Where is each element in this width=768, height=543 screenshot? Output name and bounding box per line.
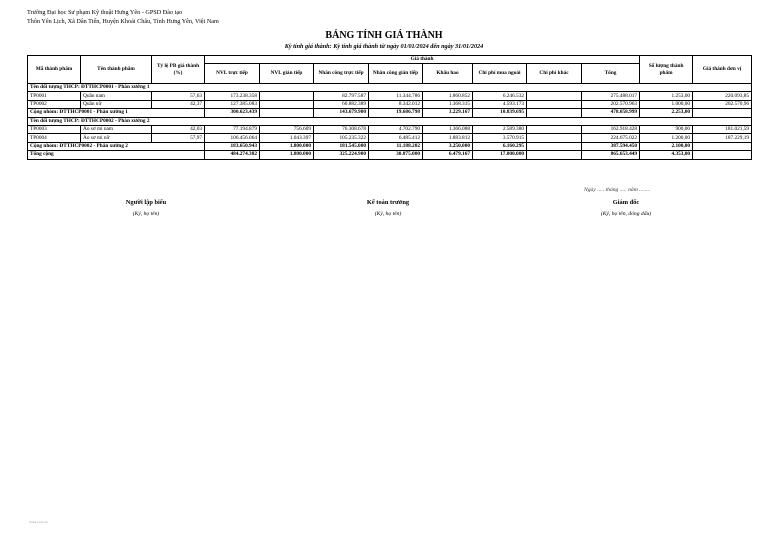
col-unit-cost: Giá thành đơn vị (693, 56, 752, 84)
cell-outsourced: 6.160.295 (473, 142, 527, 150)
cell-total: 162.918.428 (582, 125, 640, 133)
cell-indirect-labor: 19.686.798 (369, 109, 423, 117)
cell-ratio: 57,63 (152, 92, 205, 100)
subtotal-row (28, 142, 752, 150)
cell-indirect-labor: 6.485.412 (369, 134, 423, 142)
director-signature (526, 199, 726, 217)
col-ratio: Tỷ lệ PB giá thành (%) (152, 56, 205, 84)
cell-direct-material: 173.238.358 (205, 92, 260, 100)
cell-name: Quần nữ (81, 100, 152, 108)
cell-ratio: 57,97 (152, 134, 205, 142)
cell-indirect-labor: 4.702.790 (369, 125, 423, 133)
cell-other (527, 151, 582, 159)
cell-total: 865.653.449 (582, 151, 640, 159)
cell-other (527, 125, 582, 133)
cell-quantity: 900,00 (640, 125, 693, 133)
cell-direct-material: 484.274.382 (205, 151, 260, 159)
col-direct-labor: Nhân công trực tiếp (314, 64, 369, 84)
col-cost-group: Giá thành (205, 56, 640, 64)
cell-outsourced: 17.000.000 (473, 151, 527, 159)
grand-total-label: Tổng cộng (28, 151, 205, 159)
cell-direct-labor: 60.882.389 (314, 100, 369, 108)
cell-direct-material: 183.650.943 (205, 142, 260, 150)
preparer-role: Người lập biểu (125, 199, 167, 206)
cell-ratio: 42,03 (152, 125, 205, 133)
accountant-signature (288, 199, 488, 217)
cell-name: Áo sơ mi nam (81, 125, 152, 133)
table-row (28, 100, 752, 108)
cell-code: TP0003 (28, 125, 81, 133)
cell-total: 275.488.017 (582, 92, 640, 100)
col-indirect-material: NVL gián tiếp (260, 64, 314, 84)
cell-indirect-material (260, 100, 314, 108)
cell-outsourced: 3.570.915 (473, 134, 527, 142)
cell-quantity: 1.253,00 (640, 92, 693, 100)
table-row (28, 134, 752, 142)
cell-unit-cost (693, 142, 752, 150)
col-quantity: Số lượng thành phẩm (640, 56, 693, 84)
group-row (28, 117, 752, 125)
cell-quantity: 2.100,00 (640, 142, 693, 150)
cell-ratio: 42,37 (152, 100, 205, 108)
cell-unit-cost: 181.021,59 (693, 125, 752, 133)
cell-outsourced: 10.839.695 (473, 109, 527, 117)
cell-name: Áo sơ mi nữ (81, 134, 152, 142)
cell-indirect-material (260, 92, 314, 100)
group-label: Tên đối tượng THCP: ĐTTHCP0001 - Phân xưởng 1 (28, 84, 752, 92)
cell-total: 387.594.450 (582, 142, 640, 150)
cell-direct-labor: 181.545.000 (314, 142, 369, 150)
cell-depreciation: 1.883.812 (423, 134, 473, 142)
cell-quantity: 1.200,00 (640, 134, 693, 142)
cell-direct-material: 300.623.439 (205, 109, 260, 117)
cell-depreciation: 3.250.000 (423, 142, 473, 150)
cell-name: Quần nam (81, 92, 152, 100)
grand-total-row (28, 151, 752, 159)
subtotal-label: Cộng nhóm: ĐTTHCP0002 - Phân xưởng 2 (28, 142, 205, 150)
cell-direct-material: 127.385.083 (205, 100, 260, 108)
director-role: Giám đốc (612, 199, 640, 206)
cell-indirect-material: 1.800.000 (260, 151, 314, 159)
header-row-1 (28, 56, 752, 64)
cell-direct-labor: 143.679.900 (314, 109, 369, 117)
cell-other (527, 92, 582, 100)
col-other: Chi phí khác (527, 64, 582, 84)
col-code: Mã thành phẩm (28, 56, 81, 84)
cell-code: TP0004 (28, 134, 81, 142)
cell-unit-cost (693, 109, 752, 117)
subtotal-label: Cộng nhóm: ĐTTHCP0001 - Phân xưởng 1 (28, 109, 205, 117)
cell-other (527, 134, 582, 142)
org-name: Trường Đại học Sư phạm Kỹ thuật Hưng Yên - GPSD Đào tạo (27, 9, 183, 16)
cell-total: 224.675.022 (582, 134, 640, 142)
cell-depreciation: 6.479.167 (423, 151, 473, 159)
cell-indirect-material: 756.609 (260, 125, 314, 133)
cell-unit-cost: 187.229,19 (693, 134, 752, 142)
cell-quantity: 1.000,00 (640, 100, 693, 108)
cell-other (527, 109, 582, 117)
organization-header (27, 9, 219, 26)
cell-direct-labor: 325.224.900 (314, 151, 369, 159)
subtotal-row (28, 109, 752, 117)
cell-direct-labor: 76.308.678 (314, 125, 369, 133)
cell-code: TP0002 (28, 100, 81, 108)
footer-watermark: misa.com.vn (29, 520, 49, 524)
cell-other (527, 142, 582, 150)
group-row (28, 84, 752, 92)
cell-total: 202.570.963 (582, 100, 640, 108)
cell-depreciation: 3.229.167 (423, 109, 473, 117)
org-address: Thôn Yên Lịch, Xã Dân Tiến, Huyện Khoái Châu, Tỉnh Hưng Yên, Việt Nam (27, 17, 219, 25)
cell-indirect-material (260, 109, 314, 117)
cell-unit-cost (693, 151, 752, 159)
cell-outsourced: 2.589.380 (473, 125, 527, 133)
col-direct-material: NVL trực tiếp (205, 64, 260, 84)
director-hint: (Ký, họ tên, đóng dấu) (600, 211, 652, 217)
cell-quantity: 2.253,00 (640, 109, 693, 117)
report-title: BẢNG TÍNH GIÁ THÀNH (325, 30, 443, 41)
cell-direct-labor: 82.797.587 (314, 92, 369, 100)
col-depreciation: Khấu hao (423, 64, 473, 84)
cell-depreciation: 1.368.315 (423, 100, 473, 108)
accountant-role: Kế toán trưởng (366, 199, 410, 206)
cell-quantity: 4.353,00 (640, 151, 693, 159)
cell-unit-cost: 220.093,85 (693, 92, 752, 100)
report-period: Kỳ tính giá thành: Kỳ tính giá thành từ ngày 01/01/2024 đến ngày 31/01/2024 (284, 43, 484, 50)
col-indirect-labor: Nhân công gián tiếp (369, 64, 423, 84)
costing-table (27, 55, 752, 160)
cell-direct-labor: 105.235.322 (314, 134, 369, 142)
cell-code: TP0001 (28, 92, 81, 100)
cell-outsourced: 6.246.532 (473, 92, 527, 100)
cell-depreciation: 1.860.852 (423, 92, 473, 100)
cell-indirect-labor: 30.875.000 (369, 151, 423, 159)
cell-depreciation: 1.366.088 (423, 125, 473, 133)
cell-direct-material: 77.194.879 (205, 125, 260, 133)
group-label: Tên đối tượng THCP: ĐTTHCP0002 - Phân xưởng 2 (28, 117, 752, 125)
cell-indirect-labor: 8.342.012 (369, 100, 423, 108)
cell-outsourced: 4.593.173 (473, 100, 527, 108)
col-name: Tên thành phẩm (81, 56, 152, 84)
cell-direct-material: 106.456.064 (205, 134, 260, 142)
cell-total: 478.058.999 (582, 109, 640, 117)
cell-other (527, 100, 582, 108)
table-row (28, 125, 752, 133)
cell-unit-cost: 202.570,96 (693, 100, 752, 108)
signature-date: Ngày ..... tháng ..... năm ........ (584, 187, 651, 193)
cell-indirect-material: 1.043.397 (260, 134, 314, 142)
cell-indirect-labor: 11.344.786 (369, 92, 423, 100)
preparer-signature (46, 199, 246, 217)
cell-indirect-labor: 11.188.202 (369, 142, 423, 150)
table-row (28, 92, 752, 100)
preparer-hint: (Ký, họ tên) (132, 211, 160, 217)
col-outsourced: Chi phí mua ngoài (473, 64, 527, 84)
accountant-hint: (Ký, họ tên) (374, 211, 402, 217)
cell-indirect-material: 1.800.000 (260, 142, 314, 150)
col-total: Tổng (582, 64, 640, 84)
